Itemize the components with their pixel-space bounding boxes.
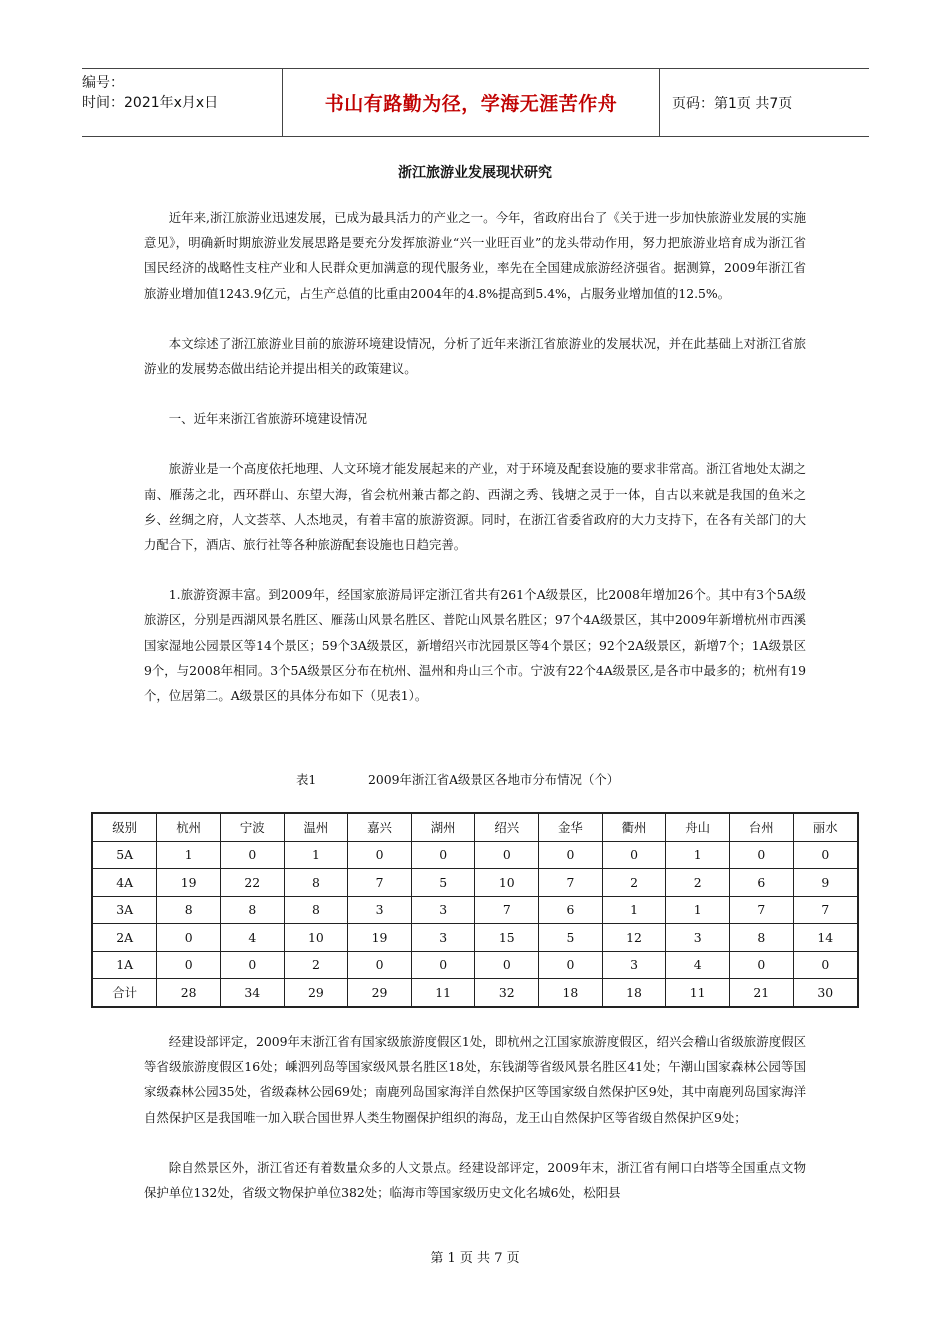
table-cell: 3 <box>411 924 475 952</box>
table-cell: 11 <box>666 979 730 1007</box>
table-cell: 29 <box>348 979 412 1007</box>
table-cell: 0 <box>220 841 284 869</box>
table-row-label: 1A <box>92 951 157 979</box>
table-header-cell: 温州 <box>284 813 348 841</box>
table-cell: 1 <box>666 841 730 869</box>
table-cell: 0 <box>475 841 539 869</box>
table-cell: 9 <box>793 869 858 897</box>
table-cell: 0 <box>348 841 412 869</box>
table-cell: 7 <box>539 869 603 897</box>
body-section-a <box>144 205 806 708</box>
table-cell: 0 <box>157 924 221 952</box>
table-cell: 32 <box>475 979 539 1007</box>
table-cell: 3 <box>348 896 412 924</box>
table-cell: 3 <box>666 924 730 952</box>
header-motto: 书山有路勤为径，学海无涯苦作舟 <box>283 69 660 136</box>
table-header-cell: 台州 <box>729 813 793 841</box>
paragraph-cultural: 除自然景区外，浙江省还有着数量众多的人文景点。经建设部评定，2009年末，浙江省有闸口白塔等全国重点文物保护单位132处，省级文物保护单位382处；临海市等国家级历史文化名城6处，松阳县 <box>144 1159 806 1201</box>
table-cell: 0 <box>475 951 539 979</box>
table-cell: 0 <box>793 841 858 869</box>
table-caption-label: 表1 <box>296 772 317 787</box>
table-cell: 0 <box>793 951 858 979</box>
table-row <box>92 951 858 979</box>
table-cell: 22 <box>220 869 284 897</box>
paragraph-environment: 旅游业是一个高度依托地理、人文环境才能发展起来的产业，对于环境及配套设施的要求非常高。浙江省地处太湖之南、雁荡之北，西环群山、东望大海，省会杭州兼古都之韵、西湖之秀、钱塘之灵于一体，自古以来就是我国的鱼米之乡、丝绸之府，人文荟萃、人杰地灵，有着丰富的旅游资源。同时，在浙江省委省政府的大力支持下，在各有关部门的大力配合下，酒店、旅行社等各种旅游配套设施也日趋完善。 <box>144 461 806 553</box>
table-cell: 7 <box>729 896 793 924</box>
table-cell: 1 <box>284 841 348 869</box>
table-cell: 0 <box>729 841 793 869</box>
paragraph-resorts: 经建设部评定，2009年末浙江省有国家级旅游度假区1处，即杭州之江国家旅游度假区，绍兴会稽山省级旅游度假区等省级旅游度假区16处；嵊泗列岛等国家级风景名胜区18处，东钱湖等省级风景名胜区41处；午潮山国家森林公园等国家级森林公园35处，省级森林公园69处；南鹿列岛国家海洋自然保护区等国家级自然保护区9处，其中南鹿列岛国家海洋自然保护区是我国唯一加入联合国世界人类生物圈保护组织的海岛，龙王山自然保护区等省级自然保护区9处； <box>144 1034 806 1125</box>
page-header <box>82 68 869 137</box>
table-header-cell: 丽水 <box>793 813 858 841</box>
table-row-label: 2A <box>92 924 157 952</box>
table-cell: 8 <box>284 869 348 897</box>
table-cell: 1 <box>157 841 221 869</box>
table-header-cell: 杭州 <box>157 813 221 841</box>
table-cell: 18 <box>539 979 603 1007</box>
table-cell: 0 <box>539 841 603 869</box>
table-cell: 7 <box>793 896 858 924</box>
a-level-distribution-table <box>91 812 859 1008</box>
table-cell: 34 <box>220 979 284 1007</box>
table-cell: 2 <box>666 869 730 897</box>
table-cell: 29 <box>284 979 348 1007</box>
table-cell: 7 <box>348 869 412 897</box>
table-cell: 10 <box>475 869 539 897</box>
document-code-label: 编号： <box>82 75 124 91</box>
table-header-cell: 级别 <box>92 813 157 841</box>
table-row-label: 4A <box>92 869 157 897</box>
table-cell: 3 <box>602 951 666 979</box>
document-title: 浙江旅游业发展现状研究 <box>398 165 552 181</box>
table-cell: 8 <box>284 896 348 924</box>
table-row-label: 5A <box>92 841 157 869</box>
table-cell: 15 <box>475 924 539 952</box>
document-date: 时间：2021年x月x日 <box>82 95 219 111</box>
header-page-info: 页码：第1页 共7页 <box>672 95 793 112</box>
table-header-cell: 嘉兴 <box>348 813 412 841</box>
table-cell: 10 <box>284 924 348 952</box>
table-cell: 0 <box>539 951 603 979</box>
table-cell: 2 <box>284 951 348 979</box>
table-cell: 5 <box>539 924 603 952</box>
table-cell: 6 <box>539 896 603 924</box>
table-cell: 6 <box>729 869 793 897</box>
table-header-cell: 舟山 <box>666 813 730 841</box>
table-row-label: 3A <box>92 896 157 924</box>
table-header-cell: 湖州 <box>411 813 475 841</box>
table-cell: 2 <box>602 869 666 897</box>
table-cell: 12 <box>602 924 666 952</box>
table-cell: 1 <box>666 896 730 924</box>
table-row-label: 合计 <box>92 979 157 1007</box>
table-cell: 19 <box>157 869 221 897</box>
table-row <box>92 924 858 952</box>
table-header-cell: 绍兴 <box>475 813 539 841</box>
table-cell: 0 <box>220 951 284 979</box>
table-row <box>92 841 858 869</box>
table-row <box>92 869 858 897</box>
table-row <box>92 979 858 1007</box>
table-cell: 1 <box>602 896 666 924</box>
table-cell: 8 <box>729 924 793 952</box>
table-cell: 8 <box>220 896 284 924</box>
table-cell: 19 <box>348 924 412 952</box>
table-cell: 28 <box>157 979 221 1007</box>
table-cell: 5 <box>411 869 475 897</box>
table-cell: 7 <box>475 896 539 924</box>
table-row <box>92 896 858 924</box>
section-heading-1: 一、近年来浙江省旅游环境建设情况 <box>168 411 368 427</box>
table-cell: 11 <box>411 979 475 1007</box>
table-header-cell: 金华 <box>539 813 603 841</box>
table-cell: 0 <box>729 951 793 979</box>
table-cell: 8 <box>157 896 221 924</box>
table-cell: 21 <box>729 979 793 1007</box>
table-cell: 0 <box>157 951 221 979</box>
table-cell: 30 <box>793 979 858 1007</box>
page-footer: 第 1 页 共 7 页 <box>430 1251 520 1266</box>
table-cell: 0 <box>348 951 412 979</box>
paragraph-intro: 近年来,浙江旅游业迅速发展，已成为最具活力的产业之一。今年，省政府出台了《关于进一步加快旅游业发展的实施意见》，明确新时期旅游业发展思路是要充分发挥旅游业“兴一业旺百业”的龙头带动作用，努力把旅游业培育成为浙江省国民经济的战略性支柱产业和人民群众更加满意的现代服务业，率先在全国建成旅游经济强省。据测算，2009年浙江省旅游业增加值1243.9亿元，占生产总值的比重由2004年的4.8%提高到5.4%，占服务业增加值的12.5%。 <box>144 210 806 301</box>
paragraph-resources: 1.旅游资源丰富。到2009年，经国家旅游局评定浙江省共有261个A级景区，比2008年增加26个。其中有3个5A级旅游区，分别是西湖风景名胜区、雁荡山风景名胜区、普陀山风景名胜区；97个4A级景区，其中2009年新增杭州市西溪国家湿地公园景区等14个景区；59个3A级景区，新增绍兴市沈园景区等4个景区；92个2A级景区，新增7个；1A级景区9个，与2008年相同。3个5A级景区分布在杭州、温州和舟山三个市。宁波有22个4A级景区,是各市中最多的；杭州有19个，位居第二。A级景区的具体分布如下（见表1）。 <box>144 587 806 704</box>
table-cell: 4 <box>666 951 730 979</box>
body-section-b <box>144 1029 806 1205</box>
table-cell: 0 <box>411 841 475 869</box>
table-cell: 0 <box>411 951 475 979</box>
header-meta <box>82 69 283 136</box>
table-cell: 0 <box>602 841 666 869</box>
table-cell: 3 <box>411 896 475 924</box>
table-header-cell: 宁波 <box>220 813 284 841</box>
table-cell: 14 <box>793 924 858 952</box>
table-cell: 4 <box>220 924 284 952</box>
table-caption-text: 2009年浙江省A级景区各地市分布情况（个） <box>368 772 620 787</box>
paragraph-summary: 本文综述了浙江旅游业目前的旅游环境建设情况，分析了近年来浙江省旅游业的发展状况，并在此基础上对浙江省旅游业的发展势态做出结论并提出相关的政策建议。 <box>144 335 806 377</box>
table-cell: 18 <box>602 979 666 1007</box>
table-header-row <box>92 813 858 841</box>
table-header-cell: 衢州 <box>602 813 666 841</box>
